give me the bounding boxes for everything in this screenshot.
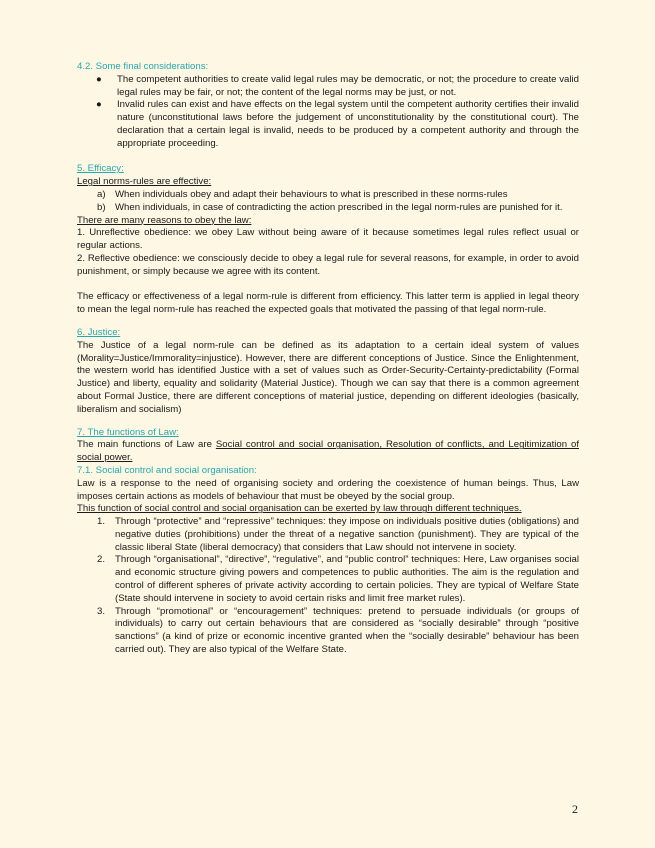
list-item: 2. Through “organisational”, “directive”, “regulative”, and “public control” techniques: Here, Law organises social and economic structure giving powers and competences to public authorities. The aim is the regulation and control of different spheres of private activity according to certain policies. They are typical of Welfare State (State should intervene in society to avoid certain risks and limit free market rules). [97,554,579,604]
section-7-heading: 7. The functions of Law: [77,426,179,438]
reason-reflective: 2. Reflective obedience: we consciously decide to obey a legal rule for several reasons, for example, in order to avoid punishment, or simply because we agree with its content. [77,252,579,277]
section-5-heading: 5. Efficacy: [77,163,124,175]
page-content [77,61,579,657]
bullet-icon: ● [96,73,102,85]
section-5-subheading: Legal norms-rules are effective: [77,176,212,188]
list-item: 1. Through “protective” and “repressive” techniques: they impose on individuals positive duties (obligations) and negative duties (prohibitions) under the threat of a negative sanction (punishment). They are typical of the classic liberal State (liberal democracy) that considers that Law should not intervene in society. [97,516,579,553]
list-item: b) When individuals, in case of contradicting the action prescribed in the legal norm-rules are punished for it. [97,201,563,213]
section-4-2-bullets [77,74,579,151]
section-4-2-heading: 4.2. Some final considerations: [77,61,209,72]
effective-conditions-list [77,189,579,215]
list-item: ● The competent authorities to create valid legal rules may be democratic, or not; the procedure to create valid legal rules may be fair, or not; the content of the legal norms may be just, or not. [96,73,579,98]
reason-unreflective: 1. Unreflective obedience: we obey Law without being aware of it because sometimes legal rules reflect usual or regular actions. [77,227,579,252]
techniques-intro: This function of social control and social organisation can be exerted by law through different techniques. [77,503,522,515]
list-item: a) When individuals obey and adapt their behaviours to what is prescribed in these norms-rules [97,188,508,200]
reasons-subheading: There are many reasons to obey the law: [77,214,252,226]
efficacy-paragraph: The efficacy or effectiveness of a legal norm-rule is different from efficiency. This latter term is applied in legal theory to mean the legal norm-rule has reached the expected goals that motivated the passing of that legal norm-rule. [77,291,579,316]
section-6-heading: 6. Justice: [77,326,121,338]
justice-paragraph: The Justice of a legal norm-rule can be defined as its adaptation to a certain ideal system of values (Morality=Justice/Immorality=injustice). However, there are different conceptions of Justice. Since the Enlightenment, the western world has identified Justice with a set of values such as Order-Security-Certainty-predictability (Formal Justice) and liberty, equality and solidarity (Material Justice). Though we can say that there is a common agreement about Formal Justice, there are different conceptions of material justice, depending on different ideologies (basically, liberalism and socialism) [77,339,579,415]
social-control-paragraph: Law is a response to the need of organising society and ordering the coexistence of human beings. Thus, Law imposes certain actions as models of behaviour that must be obeyed by the social group. [77,477,579,502]
bullet-icon: ● [96,99,102,111]
functions-intro: The main functions of Law are Social control and social organisation, Resolution of conflicts, and Legitimization of social power. [77,439,580,464]
page-number: 2 [572,802,578,816]
section-7-1-heading: 7.1. Social control and social organisation: [77,464,257,476]
list-item: ● Invalid rules can exist and have effects on the legal system until the competent authority certifies their invalid nature (unconstitutional laws before the judgement of unconstitutionality by the constitutional court). The declaration that a certain legal is invalid, needs to be produced by a competent authority and through the appropriate proceeding. [96,99,579,149]
techniques-list [77,516,579,657]
list-item: 3. Through “promotional” or “encouragement” techniques: pretend to persuade individuals (or groups of individuals) to carry out certain behaviours that are considered as “socially desirable” through “positive sanctions” (a kind of prize or economic incentive granted when the “socially desirable” behaviour has been carried out). They are also typical of the Welfare State. [97,605,579,656]
